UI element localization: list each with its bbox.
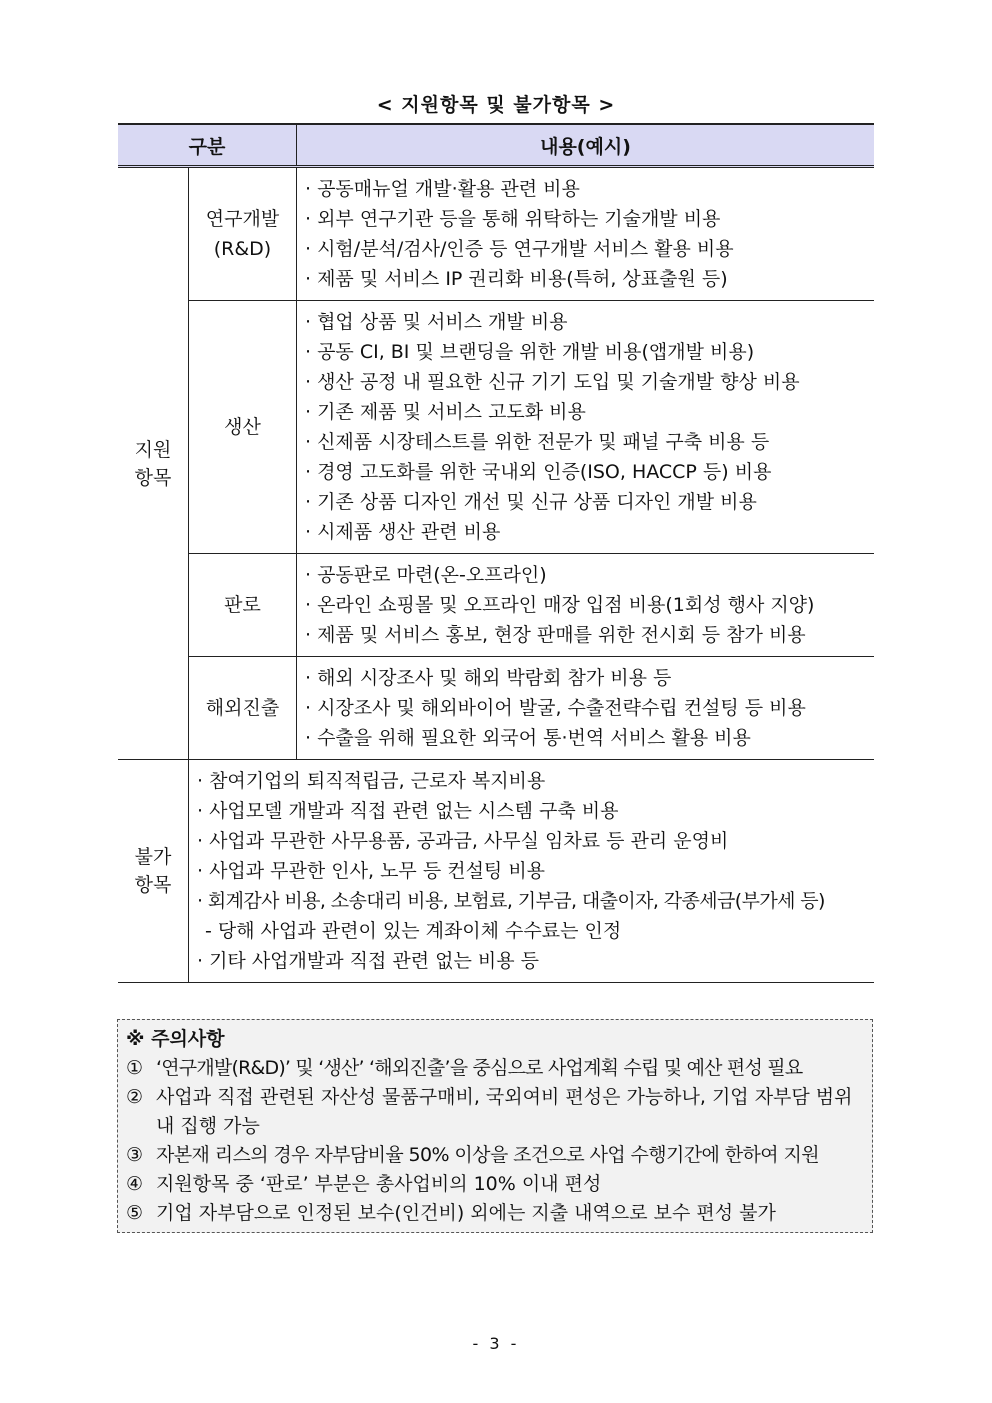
list-item: · 시제품 생산 관련 비용 xyxy=(305,521,501,543)
list-item: · 신제품 시장테스트를 위한 전문가 및 패널 구축 비용 등 xyxy=(305,431,770,453)
list-item: · 시장조사 및 해외바이어 발굴, 수출전략수립 컨설팅 등 비용 xyxy=(305,697,806,719)
notice-text: 지원항목 중 ‘판로’ 부분은 총사업비의 10% 이내 편성 xyxy=(156,1173,602,1195)
list-item: · 사업모델 개발과 직접 관련 없는 시스템 구축 비용 xyxy=(197,800,619,822)
list-item: · 온라인 쇼핑몰 및 오프라인 매장 입점 비용(1회성 행사 지양) xyxy=(305,594,815,616)
list-item: · 해외 시장조사 및 해외 박람회 참가 비용 등 xyxy=(305,667,672,689)
notice-text: 사업과 직접 관련된 자산성 물품구매비, 국외여비 편성은 가능하나, 기업 자부담 범위 내 집행 가능 xyxy=(156,1086,853,1137)
notice-text: ‘연구개발(R&D)’ 및 ‘생산’ ‘해외진출’을 중심으로 사업계획 수립 및 예산 편성 필요 xyxy=(156,1057,803,1079)
table-row xyxy=(118,301,874,554)
table-row xyxy=(118,657,874,760)
list-item: · 외부 연구기관 등을 통해 위탁하는 기술개발 비용 xyxy=(305,208,721,230)
notice-item xyxy=(126,1199,862,1228)
notice-number: ④ xyxy=(126,1173,144,1195)
subgroup-sales-items xyxy=(297,554,875,657)
subgroup-sales: 판로 xyxy=(189,554,297,657)
supported-label: 지원 항목 xyxy=(118,167,189,760)
subgroup-production: 생산 xyxy=(189,301,297,554)
header-content: 내용(예시) xyxy=(297,124,875,167)
page-number: - 3 - xyxy=(472,1334,520,1353)
list-item: · 기타 사업개발과 직접 관련 없는 비용 등 xyxy=(197,950,539,972)
notice-number: ① xyxy=(126,1057,144,1079)
list-item: · 제품 및 서비스 홍보, 현장 판매를 위한 전시회 등 참가 비용 xyxy=(305,624,806,646)
notice-number: ③ xyxy=(126,1144,144,1166)
list-item: · 사업과 무관한 인사, 노무 등 컨설팅 비용 xyxy=(197,860,546,882)
list-item: · 협업 상품 및 서비스 개발 비용 xyxy=(305,311,568,333)
list-item: · 사업과 무관한 사무용품, 공과금, 사무실 임차료 등 관리 운영비 xyxy=(197,830,729,852)
notice-box xyxy=(117,1019,873,1233)
list-item: · 기존 제품 및 서비스 고도화 비용 xyxy=(305,401,586,423)
list-item: · 제품 및 서비스 IP 권리화 비용(특허, 상표출원 등) xyxy=(305,268,728,290)
table-row xyxy=(118,554,874,657)
list-item: · 경영 고도화를 위한 국내외 인증(ISO, HACCP 등) 비용 xyxy=(305,461,772,483)
section-title: < 지원항목 및 불가항목 > xyxy=(376,94,616,116)
notice-number: ⑤ xyxy=(126,1202,144,1224)
list-item: · 시험/분석/검사/인증 등 연구개발 서비스 활용 비용 xyxy=(305,238,734,260)
list-item: · 기존 상품 디자인 개선 및 신규 상품 디자인 개발 비용 xyxy=(305,491,757,513)
notice-item xyxy=(126,1170,862,1199)
list-item: · 회계감사 비용, 소송대리 비용, 보험료, 기부금, 대출이자, 각종세금(부가세 등) xyxy=(197,890,825,912)
subgroup-overseas-items xyxy=(297,657,875,760)
subgroup-rnd: 연구개발 (R&D) xyxy=(189,167,297,301)
list-item: · 수출을 위해 필요한 외국어 통·번역 서비스 활용 비용 xyxy=(305,727,751,749)
notice-item xyxy=(126,1083,862,1141)
list-item: · 생산 공정 내 필요한 신규 기기 도입 및 기술개발 향상 비용 xyxy=(305,371,800,393)
notice-text: 자본재 리스의 경우 자부담비율 50% 이상을 조건으로 사업 수행기간에 한하여 지원 xyxy=(156,1144,819,1166)
support-items-table xyxy=(118,123,874,983)
list-item: · 공동판로 마련(온-오프라인) xyxy=(305,564,547,586)
list-item: · 참여기업의 퇴직적립금, 근로자 복지비용 xyxy=(197,770,546,792)
list-item-sub: - 당해 사업과 관련이 있는 계좌이체 수수료는 인정 xyxy=(205,920,622,942)
table-row xyxy=(118,760,874,983)
table-row xyxy=(118,167,874,301)
list-item: · 공동매뉴얼 개발·활용 관련 비용 xyxy=(305,178,580,200)
list-item: · 공동 CI, BI 및 브랜딩을 위한 개발 비용(앱개발 비용) xyxy=(305,341,755,363)
subgroup-overseas: 해외진출 xyxy=(189,657,297,760)
notice-item xyxy=(126,1141,862,1170)
notice-item xyxy=(126,1054,862,1083)
table-header-row xyxy=(118,124,874,167)
unsupported-items xyxy=(189,760,875,983)
header-category: 구분 xyxy=(118,124,297,167)
notice-number: ② xyxy=(126,1086,144,1108)
subgroup-production-items xyxy=(297,301,875,554)
notice-heading: ※ 주의사항 xyxy=(126,1028,225,1050)
subgroup-rnd-items xyxy=(297,167,875,301)
notice-text: 기업 자부담으로 인정된 보수(인건비) 외에는 지출 내역으로 보수 편성 불가 xyxy=(156,1202,776,1224)
unsupported-label: 불가 항목 xyxy=(118,760,189,983)
